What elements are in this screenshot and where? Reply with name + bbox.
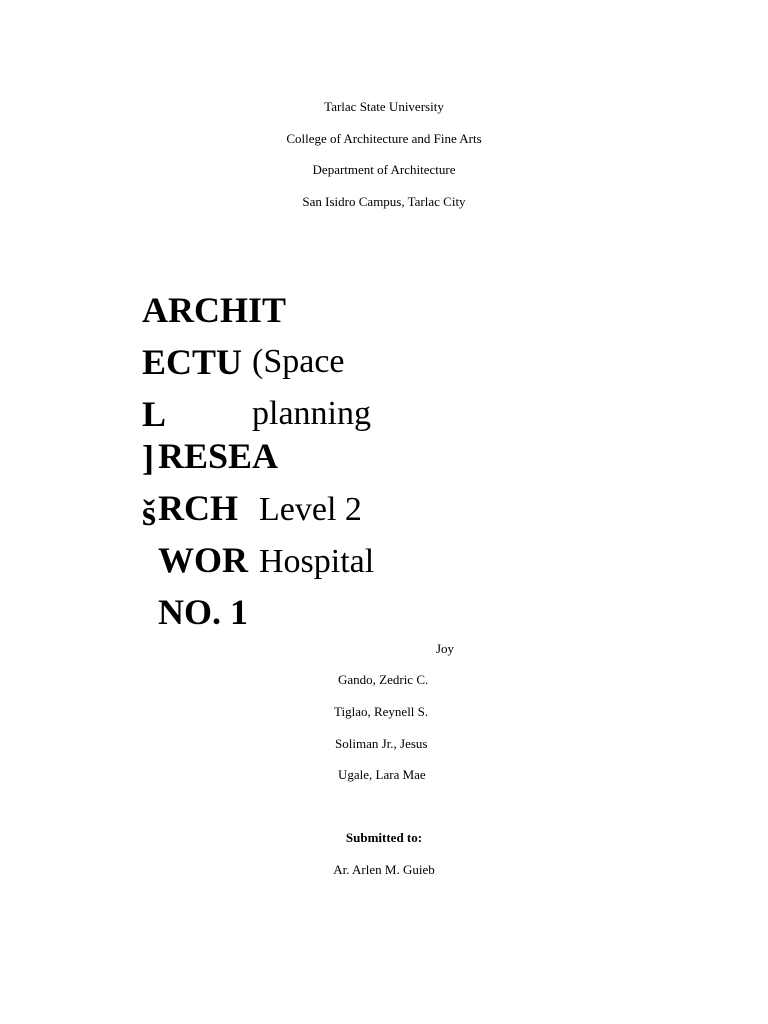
campus-name: San Isidro Campus, Tarlac City bbox=[302, 194, 466, 209]
member-name: Ugale, Lara Mae bbox=[338, 767, 426, 782]
title-line: L bbox=[142, 394, 167, 434]
title-fragment: ] bbox=[142, 438, 154, 478]
member-name: Gando, Zedric C. bbox=[338, 672, 429, 687]
subtitle-col-a bbox=[252, 336, 402, 432]
member-partial: Joy bbox=[436, 641, 455, 656]
subtitle-line: planning bbox=[252, 395, 371, 432]
title-fragment: š bbox=[142, 493, 157, 533]
title-line: ECTU bbox=[142, 342, 243, 382]
title-line: NO. 1 bbox=[158, 592, 248, 632]
title-line: RESEA bbox=[158, 436, 279, 476]
college-name: College of Architecture and Fine Arts bbox=[286, 131, 482, 146]
title-line: WOR bbox=[158, 540, 248, 580]
subtitle-line: Level 2 bbox=[259, 491, 362, 528]
subtitle-col-b bbox=[259, 484, 409, 588]
title-col1-top bbox=[142, 284, 287, 440]
submitted-label: Submitted to: bbox=[345, 830, 423, 845]
subtitle-line: (Space bbox=[252, 343, 345, 380]
department-name: Department of Architecture bbox=[312, 162, 456, 177]
title-col1-bottom bbox=[158, 430, 279, 650]
member-name: Soliman Jr., Jesus bbox=[335, 736, 428, 751]
title-line: ARCHIT bbox=[142, 290, 287, 330]
title-line: RCH bbox=[158, 488, 238, 528]
subtitle-line: Hospital bbox=[259, 543, 375, 580]
university-name: Tarlac State University bbox=[324, 99, 444, 114]
member-name: Tiglao, Reynell S. bbox=[334, 704, 429, 719]
submitted-name: Ar. Arlen M. Guieb bbox=[333, 862, 435, 877]
